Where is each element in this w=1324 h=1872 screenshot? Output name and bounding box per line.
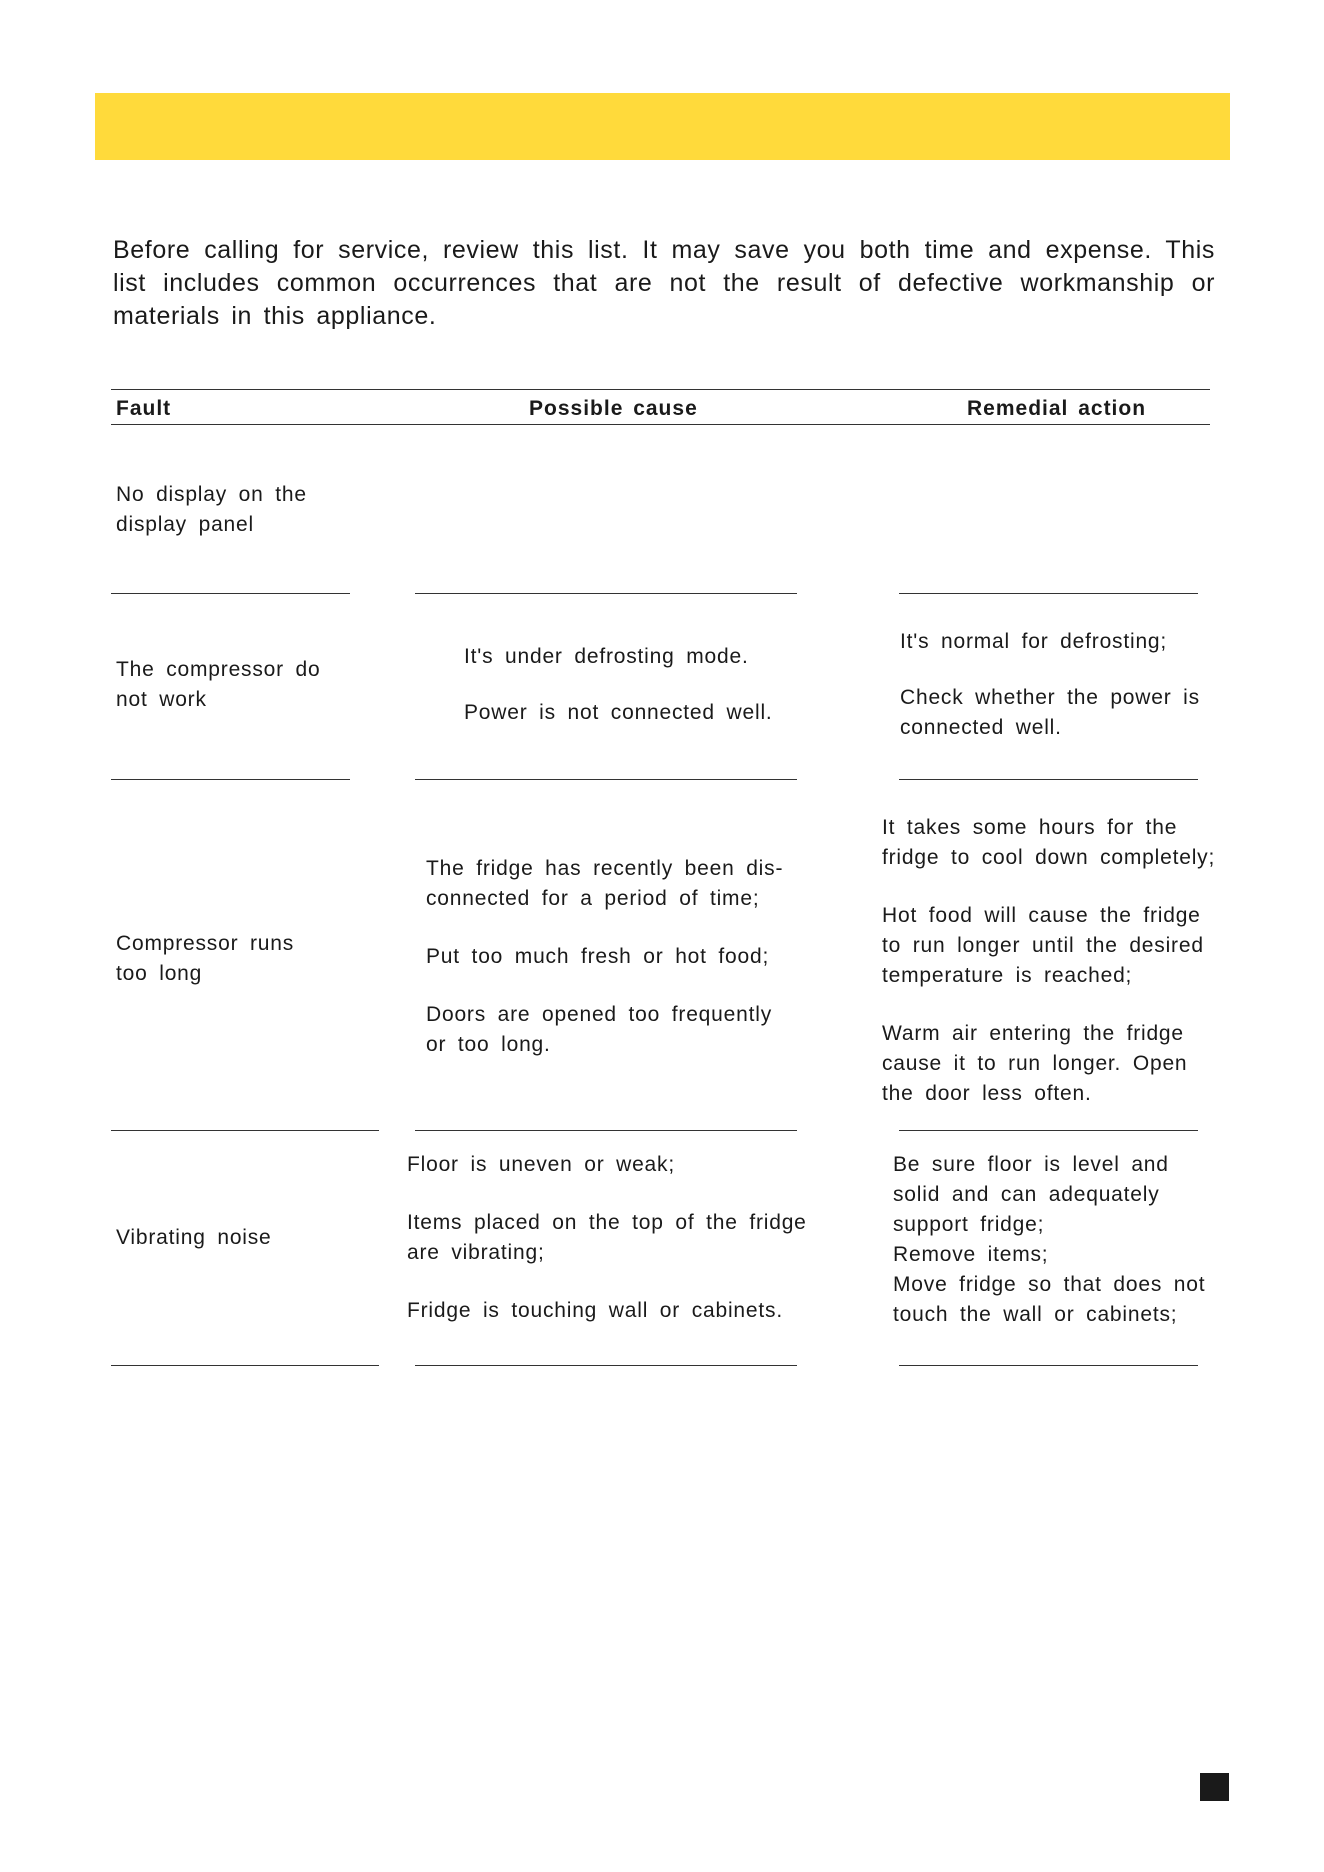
column-header-action: Remedial action (967, 397, 1147, 420)
table-row-fault: Compressor runs too long (116, 932, 295, 985)
row-divider (899, 593, 1198, 594)
intro-paragraph: Before calling for service, review this list. It may save you both time and expense. This list includes common occurrences that are not the result of defective workmanship or materials in this appliance. (113, 236, 1215, 330)
row-divider (415, 779, 797, 780)
row-divider (415, 1130, 797, 1131)
action-item: Remove items; (893, 1243, 1049, 1266)
cause-item: Doors are opened too frequently or too long. (426, 1003, 772, 1056)
cause-item: Put too much fresh or hot food; (426, 945, 770, 968)
page-marker (1200, 1773, 1229, 1801)
action-item: Check whether the power is connected well. (900, 686, 1200, 739)
action-item: Hot food will cause the fridge to run longer until the desired temperature is reached; (882, 904, 1204, 987)
table-header-rule (111, 424, 1210, 425)
row-divider (415, 593, 797, 594)
cause-item: Power is not connected well. (464, 701, 773, 724)
row-divider (899, 1365, 1198, 1366)
row-divider (415, 1365, 797, 1366)
action-item: It's normal for defrosting; (900, 630, 1168, 653)
table-top-rule (111, 389, 1210, 390)
table-row-causes (407, 1150, 812, 1326)
cause-item: The fridge has recently been dis- connected for a period of time; (426, 857, 784, 910)
table-row-actions (900, 627, 1210, 743)
table-row-actions (882, 813, 1222, 1109)
action-item: Be sure floor is level and solid and can adequately support fridge; (893, 1153, 1169, 1236)
action-item: It takes some hours for the fridge to cool down completely; (882, 816, 1216, 869)
row-divider (111, 1130, 379, 1131)
table-row-fault: Vibrating noise (116, 1226, 272, 1249)
column-header-cause: Possible cause (529, 397, 698, 420)
action-item: Warm air entering the fridge cause it to run longer. Open the door less often. (882, 1022, 1188, 1105)
row-divider (899, 1130, 1198, 1131)
table-row-causes (464, 642, 794, 728)
cause-item: It's under defrosting mode. (464, 645, 749, 668)
table-row-actions (893, 1150, 1218, 1330)
section-title-banner (95, 93, 1230, 160)
cause-item: Floor is uneven or weak; (407, 1153, 675, 1176)
cause-item: Fridge is touching wall or cabinets. (407, 1299, 783, 1322)
column-header-fault: Fault (116, 397, 172, 420)
action-item: Move fridge so that does not touch the wall or cabinets; (893, 1273, 1206, 1326)
table-row-fault: The compressor do not work (116, 658, 321, 711)
table-row-fault: No display on the display panel (116, 483, 307, 536)
table-row-causes (426, 854, 801, 1060)
row-divider (111, 779, 350, 780)
row-divider (111, 593, 350, 594)
row-divider (899, 779, 1198, 780)
row-divider (111, 1365, 379, 1366)
cause-item: Items placed on the top of the fridge are vibrating; (407, 1211, 807, 1264)
